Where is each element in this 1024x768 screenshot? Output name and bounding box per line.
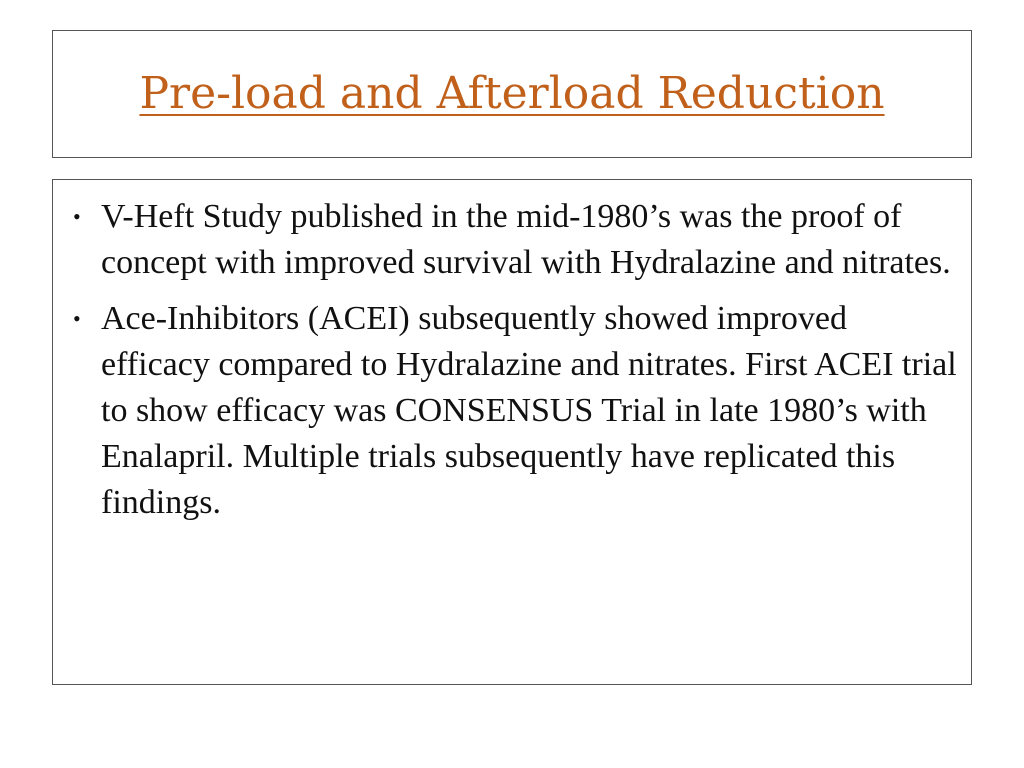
bullet-list: [73, 194, 961, 526]
bullet-item-1: [73, 194, 961, 286]
bullet-icon: •: [73, 204, 81, 229]
title-box: [52, 30, 972, 158]
bullet-text-2: Ace-Inhibitors (ACEI) subsequently showed improved efficacy compared to Hydralazine and nitrates. First ACEI trial to show efficacy was CONSENSUS Trial in late 1980’s with Enalapril. Multiple trials subsequently have replicated this findings.: [101, 300, 957, 521]
bullet-icon: •: [73, 306, 81, 331]
slide-title: Pre-load and Afterload Reduction: [139, 67, 885, 119]
bullet-text-1: V-Heft Study published in the mid-1980’s was the proof of concept with improved survival with Hydralazine and nitrates.: [101, 198, 951, 281]
bullet-item-2: [73, 296, 961, 526]
content-box: [52, 179, 972, 685]
